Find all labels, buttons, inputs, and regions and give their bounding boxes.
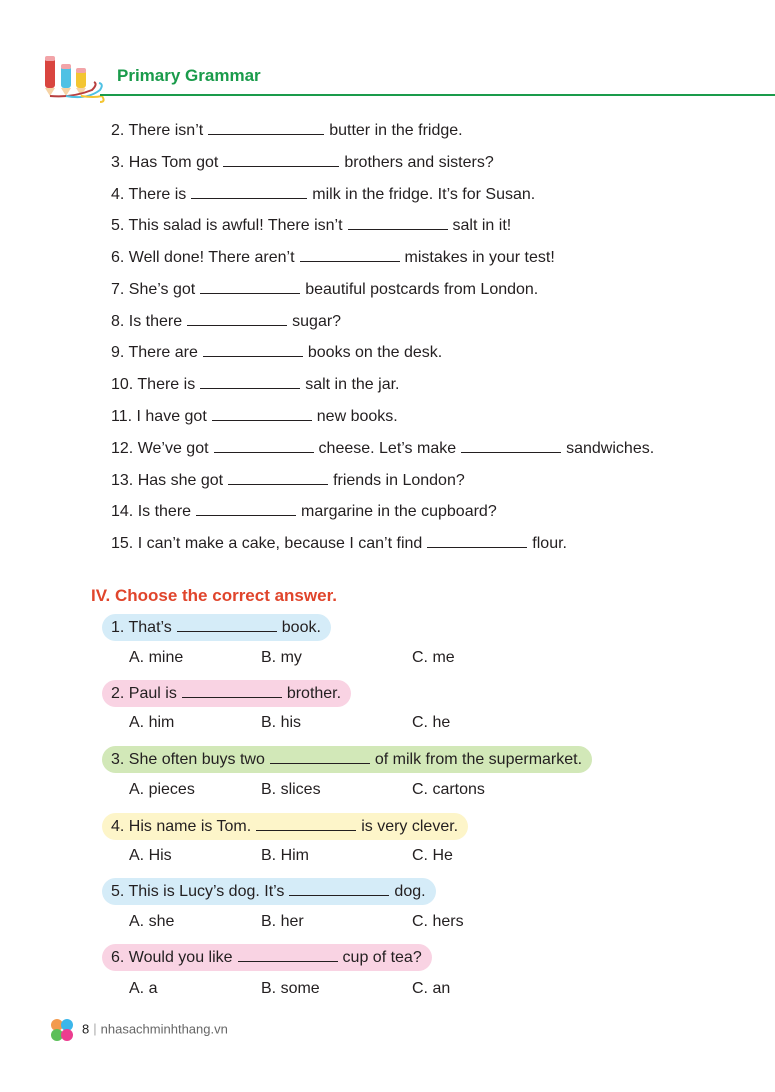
exercise-item: 11. I have got new books. <box>111 408 398 425</box>
answer-blank[interactable] <box>200 374 300 389</box>
exercise-item: 5. This salad is awful! There isn’t salt in it! <box>111 217 512 234</box>
answer-blank[interactable] <box>203 342 303 357</box>
option-b[interactable]: B. my <box>261 649 302 666</box>
answer-blank[interactable] <box>223 152 339 167</box>
exercise-item: 3. Has Tom got brothers and sisters? <box>111 154 494 171</box>
answer-blank[interactable] <box>208 120 324 135</box>
exercise-item: 10. There is salt in the jar. <box>111 376 400 393</box>
option-c[interactable]: C. hers <box>412 913 464 930</box>
footer-separator: | <box>93 1021 97 1037</box>
answer-blank[interactable] <box>238 947 338 962</box>
answer-blank[interactable] <box>212 406 312 421</box>
option-c[interactable]: C. He <box>412 847 453 864</box>
answer-blank[interactable] <box>182 683 282 698</box>
option-c[interactable]: C. he <box>412 714 451 731</box>
header-divider <box>100 94 775 96</box>
exercise-item: 13. Has she got friends in London? <box>111 472 465 489</box>
answer-blank[interactable] <box>177 617 277 632</box>
option-b[interactable]: B. slices <box>261 781 321 798</box>
exercise-item: 9. There are books on the desk. <box>111 344 443 361</box>
option-b[interactable]: B. Him <box>261 847 309 864</box>
answer-blank[interactable] <box>187 311 287 326</box>
exercise-item: 2. There isn’t butter in the fridge. <box>111 122 463 139</box>
answer-blank[interactable] <box>196 501 296 516</box>
publisher-logo-icon <box>50 1018 74 1042</box>
question-pill: 2. Paul is brother. <box>102 680 351 707</box>
option-a[interactable]: A. mine <box>129 649 184 666</box>
answer-blank[interactable] <box>270 749 370 764</box>
page-footer <box>50 1018 228 1042</box>
exercise-item: 15. I can’t make a cake, because I can’t find flour. <box>111 535 567 552</box>
option-a[interactable]: A. His <box>129 847 172 864</box>
exercise-item: 14. Is there margarine in the cupboard? <box>111 503 497 520</box>
answer-blank[interactable] <box>348 215 448 230</box>
option-b[interactable]: B. her <box>261 913 304 930</box>
option-a[interactable]: A. him <box>129 714 175 731</box>
question-pill: 1. That’s book. <box>102 614 331 641</box>
answer-blank[interactable] <box>228 470 328 485</box>
exercise-item: 6. Well done! There aren’t mistakes in your test! <box>111 249 555 266</box>
answer-blank[interactable] <box>300 247 400 262</box>
answer-blank[interactable] <box>200 279 300 294</box>
option-a[interactable]: A. pieces <box>129 781 195 798</box>
exercise-item: 4. There is milk in the fridge. It’s for Susan. <box>111 186 536 203</box>
answer-blank[interactable] <box>256 816 356 831</box>
option-c[interactable]: C. me <box>412 649 455 666</box>
answer-blank[interactable] <box>289 881 389 896</box>
publisher-site: nhasachminhthang.vn <box>100 1021 228 1037</box>
question-pill: 6. Would you like cup of tea? <box>102 944 432 971</box>
answer-blank[interactable] <box>214 438 314 453</box>
section-heading: IV. Choose the correct answer. <box>91 586 337 605</box>
question-pill: 4. His name is Tom. is very clever. <box>102 813 468 840</box>
exercise-item: 8. Is there sugar? <box>111 313 342 330</box>
page-number: 8 <box>82 1021 90 1037</box>
exercise-item: 7. She’s got beautiful postcards from London. <box>111 281 539 298</box>
answer-blank[interactable] <box>427 533 527 548</box>
question-pill: 3. She often buys two of milk from the supermarket. <box>102 746 592 773</box>
exercise-item: 12. We’ve got cheese. Let’s make sandwiches. <box>111 440 655 457</box>
answer-blank[interactable] <box>191 184 307 199</box>
question-pill: 5. This is Lucy’s dog. It’s dog. <box>102 878 436 905</box>
option-b[interactable]: B. some <box>261 980 320 997</box>
option-a[interactable]: A. she <box>129 913 175 930</box>
option-b[interactable]: B. his <box>261 714 302 731</box>
answer-blank[interactable] <box>461 438 561 453</box>
option-a[interactable]: A. a <box>129 980 158 997</box>
option-c[interactable]: C. an <box>412 980 451 997</box>
book-title: Primary Grammar <box>117 66 261 85</box>
option-c[interactable]: C. cartons <box>412 781 485 798</box>
pencils-logo-icon <box>42 54 108 104</box>
